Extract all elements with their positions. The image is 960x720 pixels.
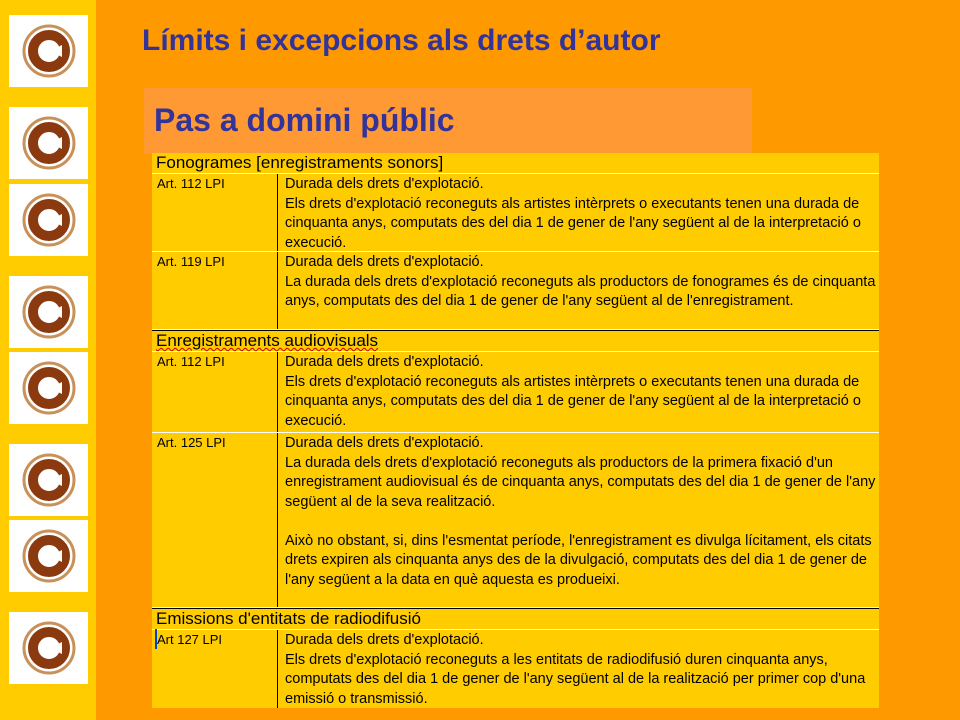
table-row: [152, 433, 879, 608]
copyright-logo-icon: [21, 23, 77, 79]
copyright-logo-icon: [21, 192, 77, 248]
row-text: Durada dels drets d'explotació. La durada dels drets d'explotació reconeguts als productors de la primera fixació d'un enregistrament audiovisual és de cinquanta anys, computats des del dia 1 de gener de l'any següent al de la seva realització. Això no obstant, si, dins l'esmentat període, l'enregistrament es divulga lícitament, els citats drets expiren als cinquanta anys des de la divulgació, computats des del dia 1 de gener de l'any següent a la data en què aquesta es produeixi.: [285, 435, 876, 588]
section-heading-text: Enregistraments audiovisuals: [156, 331, 379, 350]
column-divider: [277, 174, 278, 251]
column-divider: [277, 252, 278, 329]
copyright-logo-icon: [21, 452, 77, 508]
logo-tile: [9, 184, 88, 256]
logo-tile: [9, 15, 88, 87]
article-ref: Art 127 LPI: [157, 632, 223, 647]
section-heading: [152, 331, 879, 352]
left-logo-strip: [0, 0, 96, 720]
table-row: [152, 352, 879, 433]
slide-subtitle: Pas a domini públic: [154, 102, 455, 138]
logo-tile: [9, 520, 88, 592]
logo-tile: [9, 612, 88, 684]
subtitle-banner: [144, 88, 752, 154]
column-divider: [277, 352, 278, 432]
column-divider: [277, 630, 278, 708]
table-row: [152, 252, 879, 330]
logo-tile: [9, 444, 88, 516]
column-divider: [277, 433, 278, 607]
section-audiovisuals: [152, 330, 879, 352]
copyright-logo-icon: [21, 528, 77, 584]
section-heading: Fonogrames [enregistraments sonors]: [152, 153, 879, 174]
logo-tile: [9, 107, 88, 179]
logo-tile: [9, 352, 88, 424]
copyright-logo-icon: [21, 620, 77, 676]
row-text: Durada dels drets d'explotació. La durada dels drets d'explotació reconeguts als productors de fonogrames és de cinquanta anys, computats des del dia 1 de gener de l'any següent al de l'enregistrament.: [285, 254, 876, 309]
article-ref: Art. 112 LPI: [157, 176, 225, 191]
article-ref: Art. 112 LPI: [157, 354, 225, 369]
logo-tile: [9, 276, 88, 348]
row-text: Durada dels drets d'explotació. Els drets d'explotació reconeguts als artistes intèrprets o executants tenen una durada de cinquanta anys, computats des del dia 1 de gener de l'any següent al de la interpretació o execució.: [285, 354, 861, 429]
row-text: Durada dels drets d'explotació. Els drets d'explotació reconeguts a les entitats de radiodifusió duren cinquanta anys, computats des del dia 1 de gener de l'any següent al de la realització per primer cop d'una emissió o transmissió.: [285, 632, 866, 707]
article-ref: Art. 125 LPI: [157, 435, 226, 450]
section-radiodifusio: [152, 608, 879, 630]
text-cursor: [155, 629, 157, 649]
section-fonogrames: [152, 153, 879, 174]
article-ref: Art. 119 LPI: [157, 254, 225, 269]
table-row: [152, 174, 879, 252]
row-text: Durada dels drets d'explotació. Els drets d'explotació reconeguts als artistes intèrprets o executants tenen una durada de cinquanta anys, computats des del dia 1 de gener de l'any següent al de la interpretació o execució.: [285, 176, 861, 251]
table-row: [152, 630, 879, 708]
copyright-logo-icon: [21, 360, 77, 416]
duration-table: [152, 153, 879, 708]
copyright-logo-icon: [21, 115, 77, 171]
section-heading: Emissions d'entitats de radiodifusió: [152, 609, 879, 630]
copyright-logo-icon: [21, 284, 77, 340]
slide-title: Límits i excepcions als drets d’autor: [142, 24, 661, 57]
